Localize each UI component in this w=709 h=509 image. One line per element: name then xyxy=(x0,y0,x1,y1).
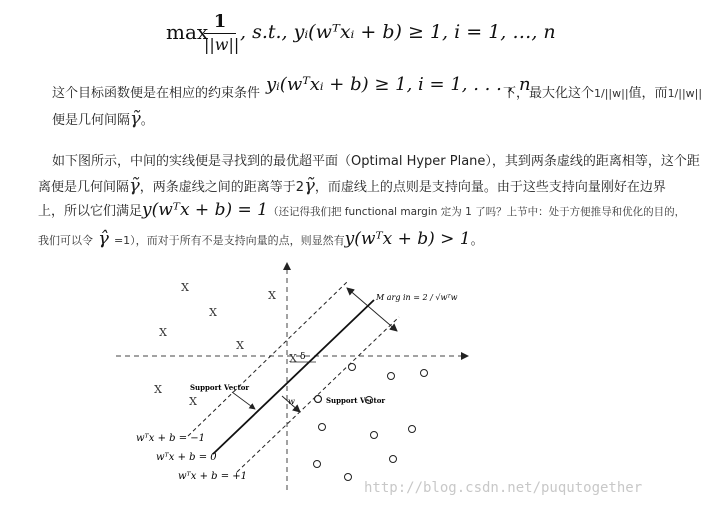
equation-plus-one: wᵀx + b = +1 xyxy=(178,471,248,482)
gamma-symbol: γ̃ xyxy=(129,175,140,196)
constraint-formula: , s.t., yᵢ(wᵀxᵢ + b) ≥ 1, i = 1, …, n xyxy=(240,21,556,43)
o-point xyxy=(409,426,416,433)
para1-text-4: 便是几何间隔 xyxy=(52,113,131,128)
x-point: X xyxy=(289,352,297,365)
para1-text-2: 下，最大化这个 xyxy=(503,86,595,101)
optimal-hyperplane xyxy=(213,300,374,454)
equation-zero: wᵀx + b = 0 xyxy=(156,452,217,463)
x-point: X xyxy=(159,326,167,339)
geometric-margin-gamma: γ̃ xyxy=(130,108,141,129)
o-point xyxy=(421,370,428,377)
x-point: X xyxy=(209,306,217,319)
para2-line4-b: =1），而对于所有不是支持向量的点，则显然有 xyxy=(113,234,345,247)
para2-line2-b: ，两条虚线之间的距离等于2 xyxy=(139,180,305,195)
equation-minus-one: wᵀx + b = −1 xyxy=(136,433,206,444)
x-point: X xyxy=(236,339,244,352)
x-point: X xyxy=(189,395,197,408)
para1-text-3: 值，而 xyxy=(628,86,668,101)
fraction-denominator: ||w|| xyxy=(204,35,240,54)
o-point xyxy=(388,373,395,380)
para1-constraint: yᵢ(wᵀxᵢ + b) ≥ 1, i = 1, . . . , n xyxy=(266,74,531,95)
para2-line2-a: 离便是几何间隔 xyxy=(38,180,130,195)
x-point: X xyxy=(268,289,276,302)
para2-line4-a: 我们可以令 xyxy=(38,234,93,247)
max-operator: max xyxy=(166,20,209,44)
non-support-inequality: y(wᵀx + b) > 1 xyxy=(344,229,471,249)
support-vector-circle xyxy=(315,396,322,403)
watermark: http://blog.csdn.net/puqutogether xyxy=(364,480,643,496)
o-point xyxy=(371,432,378,439)
para1-text-1: 这个目标函数便是在相应的约束条件 xyxy=(52,86,261,101)
gamma-hat-symbol: γ̂ xyxy=(98,228,109,249)
fraction-numerator: 1 xyxy=(213,11,227,32)
delta-label: δ xyxy=(300,352,306,362)
inv-norm-w-2: 1/||w|| xyxy=(667,87,703,100)
para2-line3-b: （还记得我们把 functional margin 定为 1 了吗？上节中：处于方便推导和优化的目的， xyxy=(267,206,686,218)
o-point xyxy=(349,364,356,371)
margin-label: M arg in = 2 / √wᵀw xyxy=(376,293,458,302)
para2-line2-c: ，而虚线上的点则是支持向量。由于这些支持向量刚好在边界 xyxy=(314,180,666,195)
inv-norm-w-1: 1/||w|| xyxy=(594,87,629,100)
support-vector-equation: y(wᵀx + b) = 1 xyxy=(142,200,268,220)
support-vector-left-arrow xyxy=(232,392,255,409)
o-point xyxy=(314,461,321,468)
para1-text-5: 。 xyxy=(140,113,154,128)
margin-line-plus xyxy=(237,317,399,472)
w-label: w xyxy=(288,397,295,406)
o-point xyxy=(345,474,352,481)
x-point: X xyxy=(181,281,189,294)
para2-line3-a: 上，所以它们满足 xyxy=(38,204,143,219)
positive-class-points xyxy=(314,364,428,481)
support-vector-left-label: Support Vector xyxy=(190,383,250,392)
gamma-symbol-2: γ̃ xyxy=(304,175,315,196)
o-point xyxy=(319,424,326,431)
o-point xyxy=(390,456,397,463)
para2-line1: 如下图所示，中间的实线便是寻找到的最优超平面（Optimal Hyper Plane），其到两条虚线的距离相等，这个距 xyxy=(52,154,700,169)
x-point: X xyxy=(154,383,162,396)
support-vector-right-label: Support Vector xyxy=(326,396,386,405)
para2-line4-c: 。 xyxy=(470,233,484,248)
